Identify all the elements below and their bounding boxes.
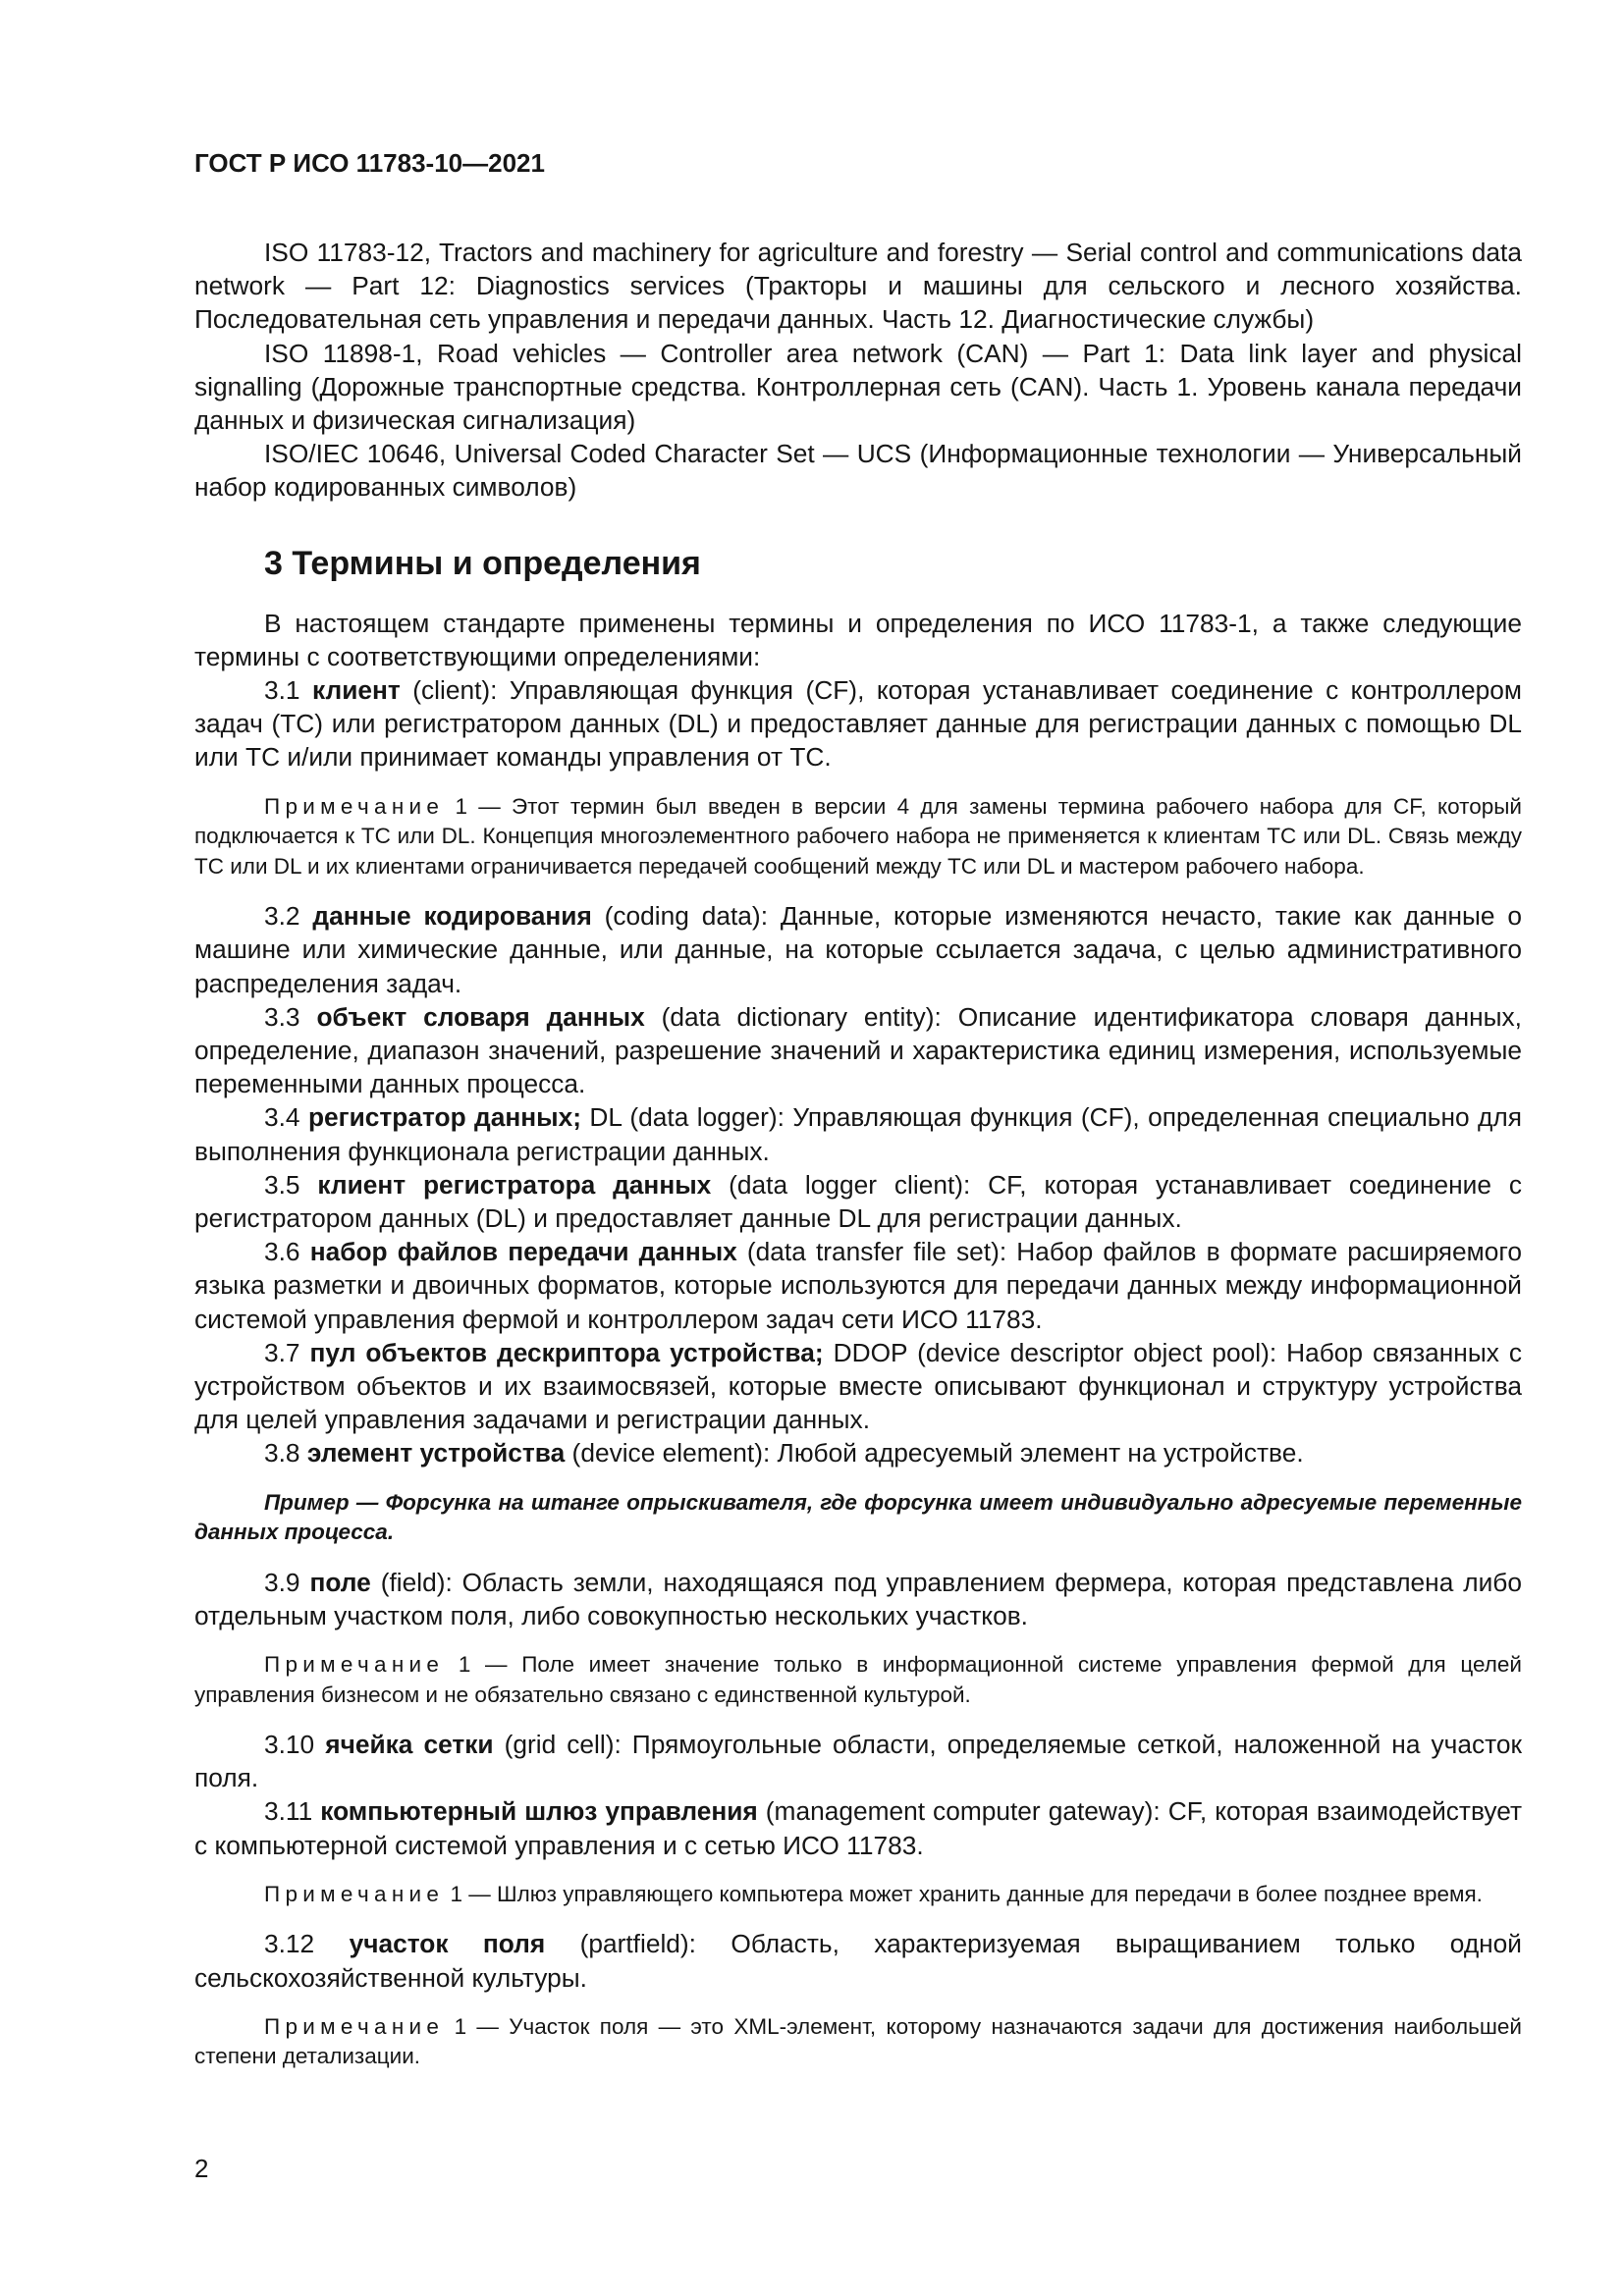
note-3-1	[194, 792, 1522, 882]
reference-iso-iec-10646: ISO/IEC 10646, Universal Coded Character Set — UCS (Информационные технологии — Универсальный набор кодированных символов)	[194, 439, 1522, 503]
term-3-4	[194, 1100, 1522, 1167]
document-page	[194, 147, 1522, 2090]
note-text: 1 — Шлюз управляющего компьютера может хранить данные для передачи в более позднее время.	[444, 1881, 1483, 1906]
note-text: 1 — Поле имеет значение только в информационной системе управления фермой для целей управления бизнесом и не обязательно связано с единственной культурой.	[194, 1652, 1522, 1707]
term-name: компьютерный шлюз управления	[320, 1796, 758, 1827]
term-3-7	[194, 1336, 1522, 1437]
term-number: 3.8	[264, 1438, 307, 1468]
reference-iso-11783-12: ISO 11783-12, Tractors and machinery for agriculture and forestry — Serial control and communications data network — Part 12: Diagnostics services (Тракторы и машины для сельского и лесного хозяйства. Последовательная сеть управления и передачи данных. Часть 12. Диагностические службы)	[194, 238, 1522, 335]
note-label: Примечание	[264, 793, 445, 819]
term-number: 3.6	[264, 1237, 310, 1267]
term-definition: (partfield): Область, характеризуемая выращиванием только одной сельскохозяйственной культуры.	[194, 1929, 1522, 1993]
note-3-11	[194, 1880, 1522, 1910]
note-3-9	[194, 1650, 1522, 1710]
term-name: регистратор данных;	[307, 1102, 581, 1133]
terms-section	[194, 607, 1522, 2072]
note-label: Примечание	[264, 2013, 445, 2039]
term-3-6	[194, 1235, 1522, 1336]
term-definition: (device element): Любой адресуемый элемент на устройстве.	[565, 1438, 1304, 1468]
note-label: Примечание	[264, 1652, 445, 1677]
term-definition: (field): Область земли, находящаяся под управлением фермера, которая представлена либо отдельным участком поля, либо совокупностью нескольких участков.	[194, 1567, 1522, 1630]
term-name: клиент регистратора данных	[317, 1169, 712, 1200]
term-number: 3.9	[264, 1567, 310, 1597]
note-3-12	[194, 2012, 1522, 2072]
note-text: 1 — Этот термин был введен в версии 4 для замены термина рабочего набора для CF, который подключается к TC или DL. Концепция многоэлементного рабочего набора не применяется к клиентам TC или DL. Связь между TC или DL и их клиентами ограничивается передачей сообщений между TC или DL и мастером рабочего набора.	[194, 793, 1522, 879]
term-name: поле	[309, 1567, 371, 1597]
term-number: 3.10	[264, 1730, 326, 1759]
references-list	[194, 236, 1522, 505]
term-name: элемент устройства	[306, 1438, 566, 1468]
term-definition: (management computer gateway): CF, которая взаимодействует с компьютерной системой управления и с сетью ИСО 11783.	[194, 1796, 1522, 1860]
term-number: 3.3	[264, 1001, 317, 1032]
term-number: 3.5	[264, 1169, 318, 1200]
document-header: ГОСТ Р ИСО 11783-10—2021	[194, 148, 545, 178]
term-name: клиент	[312, 675, 401, 706]
term-3-11	[194, 1794, 1522, 1861]
term-number: 3.2	[264, 901, 313, 932]
term-3-10	[194, 1728, 1522, 1794]
term-name: набор файлов передачи данных	[309, 1237, 737, 1267]
term-3-8	[194, 1436, 1522, 1469]
term-definition: (client): Управляющая функция (CF), которая устанавливает соединение с контроллером задач (TC) или регистратором данных (DL) и предоставляет данные для регистрации данных с помощью DL или TC и/или принимает команды управления от TC.	[194, 675, 1522, 773]
term-number: 3.12	[264, 1929, 350, 1959]
term-name: участок поля	[349, 1929, 546, 1959]
term-definition: (data transfer file set): Набор файлов в формате расширяемого языка разметки и двоичных форматов, которые используются для передачи данных между информационной системой управления фермой и контроллером задач сети ИСО 11783.	[194, 1237, 1522, 1334]
term-name: пул объектов дескриптора устройства;	[309, 1337, 824, 1367]
term-number: 3.1	[264, 675, 313, 706]
term-definition: (grid cell): Прямоугольные области, определяемые сеткой, наложенной на участок поля.	[194, 1730, 1522, 1793]
term-3-5	[194, 1168, 1522, 1235]
reference-iso-11898-1: ISO 11898-1, Road vehicles — Controller area network (CAN) — Part 1: Data link layer and physical signalling (Дорожные транспортные средства. Контроллерная сеть (CAN). Часть 1. Уровень канала передачи данных и физическая сигнализация)	[194, 338, 1522, 436]
note-text: 1 — Участок поля — это XML-элемент, которому назначаются задачи для достижения наибольшей степени детализации.	[194, 2013, 1522, 2069]
term-definition: (data dictionary entity): Описание идентификатора словаря данных, определение, диапазон значений, разрешение значений и характеристика единиц измерения, используемые переменными данных процесса.	[194, 1001, 1522, 1099]
term-definition: (data logger client): CF, которая устанавливает соединение с регистратором данных (DL) и предоставляет данные DL для регистрации данных.	[194, 1169, 1522, 1233]
term-name: объект словаря данных	[316, 1001, 645, 1032]
term-number: 3.7	[264, 1337, 310, 1367]
term-3-1	[194, 673, 1522, 774]
term-definition: DL (data logger): Управляющая функция (CF), определенная специально для выполнения функционала регистрации данных.	[194, 1102, 1522, 1166]
note-label: Примечание	[264, 1881, 445, 1906]
term-3-3	[194, 1000, 1522, 1101]
term-3-2	[194, 899, 1522, 1000]
section-intro: В настоящем стандарте применены термины и определения по ИСО 11783-1, а также следующие термины с соответствующими определениями:	[194, 608, 1522, 671]
term-name: ячейка сетки	[325, 1730, 494, 1759]
term-3-12	[194, 1927, 1522, 1994]
term-number: 3.4	[264, 1102, 308, 1133]
section-title: 3 Термины и определения	[264, 544, 701, 582]
page-number: 2	[194, 2154, 209, 2183]
example-3-8: Пример — Форсунка на штанге опрыскивателя, где форсунка имеет индивидуально адресуемые переменные данных процесса.	[194, 1489, 1522, 1545]
term-definition: DDOP (device descriptor object pool): Набор связанных с устройством объектов и их взаимосвязей, которые вместе описывают функционал и структуру устройства для целей управления задачами и регистрации данных.	[194, 1337, 1522, 1435]
term-name: данные кодирования	[312, 901, 592, 932]
term-number: 3.11	[264, 1796, 321, 1827]
term-definition: (coding data): Данные, которые изменяются нечасто, такие как данные о машине или химические данные, или данные, на которые ссылается задача, с целью административного распределения задач.	[194, 901, 1522, 998]
term-3-9	[194, 1566, 1522, 1632]
